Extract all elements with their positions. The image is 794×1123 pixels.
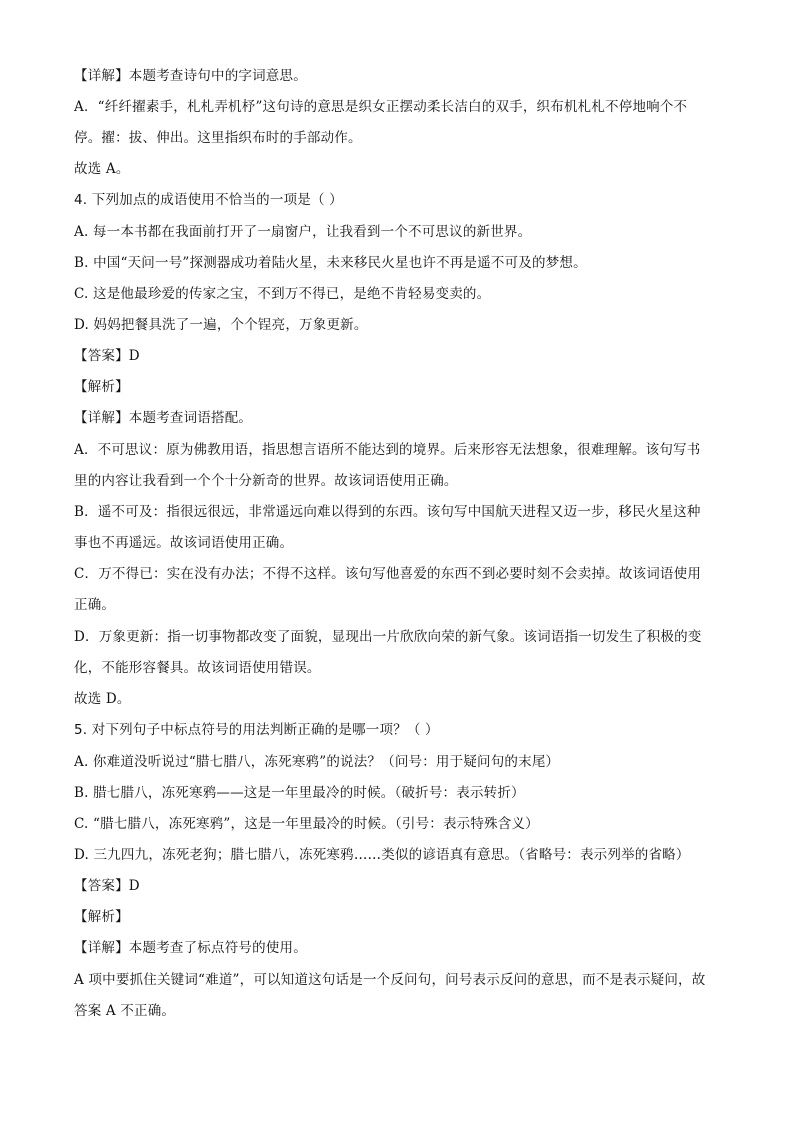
question-5-option-b: B. 腊七腊八，冻死寒鸦——这是一年里最冷的时候。（破折号：表示转折） [74,785,525,801]
question-4-option-b: B. 中国“天问一号”探测器成功着陆火星，未来移民火星也许不再是遥不可及的梦想。 [74,255,587,271]
choice-conclusion: 故选 D。 [74,691,131,707]
explanation-line: 正确。 [74,597,116,613]
explanation-line: 里的内容让我看到一个个十分新奇的世界。故该词语使用正确。 [74,473,458,489]
question-4-stem: 4. 下列加点的成语使用不恰当的一项是（ ） [74,192,343,208]
analysis-label: 【解析】 [74,379,129,395]
explanation-line: 答案 A 不正确。 [74,1003,176,1019]
question-4-option-c: C. 这是他最珍爱的传家之宝，不到万不得已，是绝不肯轻易变卖的。 [74,286,491,302]
detail-heading-q3: 【详解】本题考查诗句中的字词意思。 [74,68,307,84]
question-4-option-d: D. 妈妈把餐具洗了一遍，个个锃亮，万象更新。 [74,317,368,333]
detail-heading-q4: 【详解】本题考查词语搭配。 [74,410,253,426]
explanation-line: A．不可思议：原为佛教用语，指思想言语所不能达到的境界。后来形容无法想象，很难理解。该句写书 [74,442,701,458]
question-5-stem: 5. 对下列句子中标点符号的用法判断正确的是哪一项？（ ） [74,722,439,738]
explanation-line: B．遥不可及：指很远很远，非常遥远向难以得到的东西。该句写中国航天进程又迈一步，移民火星这种 [74,504,701,520]
question-4-option-a: A. 每一本书都在我面前打开了一扇窗户，让我看到一个不可思议的新世界。 [74,224,532,240]
question-5-option-c: C. “腊七腊八，冻死寒鸦”，这是一年里最冷的时候。（引号：表示特殊含义） [74,816,539,832]
explanation-line: A 项中要抓住关键词“难道”，可以知道这句话是一个反问句，问号表示反问的意思，而不是表示疑问，故 [74,972,706,988]
explanation-line: 停。擢：拔、伸出。这里指织布时的手部动作。 [74,130,362,146]
detail-heading-q5: 【详解】本题考查了标点符号的使用。 [74,940,307,956]
explanation-line: D．万象更新：指一切事物都改变了面貌，显现出一片欣欣向荣的新气象。该词语指一切发生了积极的变 [74,629,702,645]
choice-conclusion: 故选 A。 [74,161,130,177]
answer-label: 【答案】D [74,878,140,894]
question-5-option-d: D. 三九四九，冻死老狗；腊七腊八，冻死寒鸦……类似的谚语真有意思。（省略号：表示列举的省略） [74,847,690,863]
explanation-line: 事也不再遥远。故该词语使用正确。 [74,535,294,551]
explanation-line: C．万不得已：实在没有办法；不得不这样。该句写他喜爱的东西不到必要时刻不会卖掉。故该词语使用 [74,566,702,582]
analysis-label: 【解析】 [74,909,129,925]
explanation-line: A．“纤纤擢素手，札札弄机杼”这句诗的意思是织女正摆动柔长洁白的双手，织布机札札不停地响个不 [74,99,688,115]
answer-label: 【答案】D [74,348,140,364]
explanation-line: 化，不能形容餐具。故该词语使用错误。 [74,660,321,676]
question-5-option-a: A. 你难道没听说过“腊七腊八，冻死寒鸦”的说法？（问号：用于疑问句的末尾） [74,754,560,770]
